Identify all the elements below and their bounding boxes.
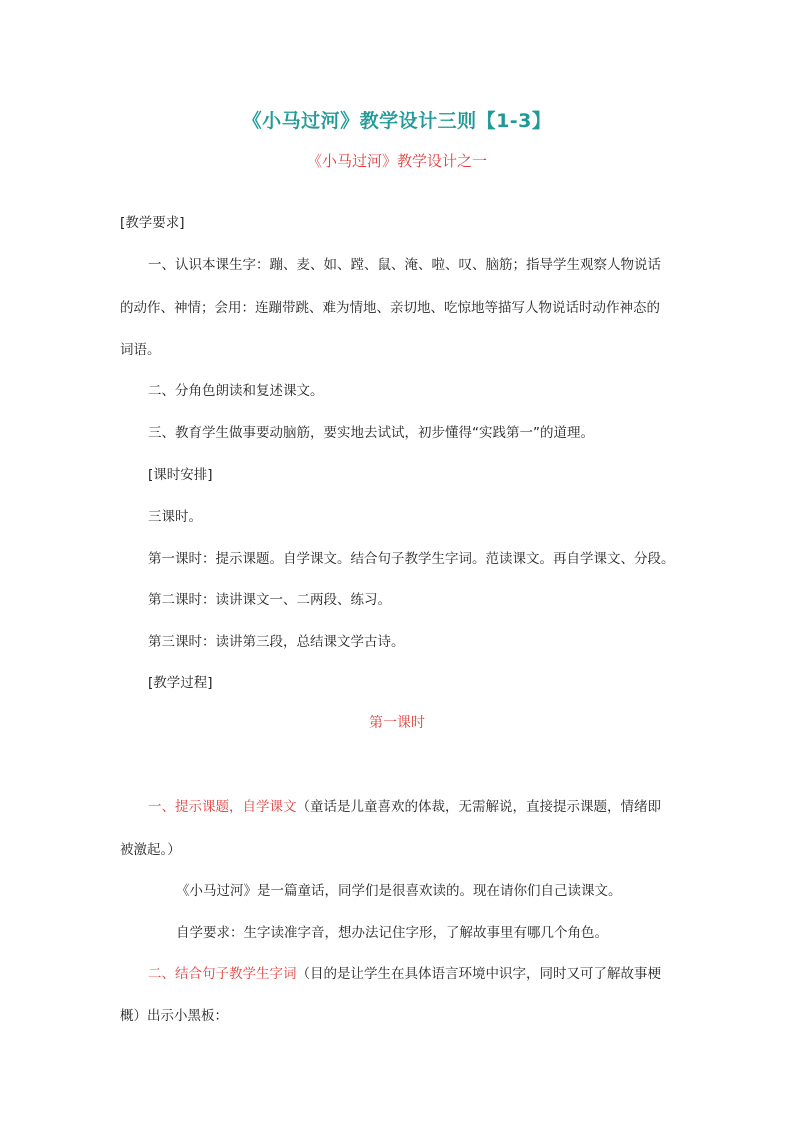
requirement-3: 三、教育学生做事要动脑筋，要实地去试试，初步懂得“实践第一”的道理。 xyxy=(148,425,594,441)
step-1-title: 一、提示课题，自学课文 xyxy=(148,799,297,815)
first-lesson-heading: 第一课时 xyxy=(369,715,425,731)
step-2-text-line-2: 概）出示小黑板： xyxy=(120,1008,228,1024)
requirement-1-line-2: 的动作、神情；会用：连蹦带跳、难为情地、亲切地、吃惊地等描写人物说话时动作神态的 xyxy=(120,300,660,316)
schedule-heading: [课时安排] xyxy=(148,467,213,483)
requirements-heading: [教学要求] xyxy=(120,215,185,231)
lesson-2-plan: 第二课时：读讲课文一、二两段、练习。 xyxy=(148,592,391,608)
step-2-text: （目的是让学生在具体语言环境中识字，同时又可了解故事梗 xyxy=(296,966,661,982)
step-1-text-line-2: 被激起。） xyxy=(120,842,181,858)
step-1-sub-1: 《小马过河》是一篇童话，同学们是很喜欢读的。现在请你们自己读课文。 xyxy=(176,883,622,899)
requirement-2: 二、分角色朗读和复述课文。 xyxy=(148,383,324,399)
lesson-3-plan: 第三课时：读讲第三段，总结课文学古诗。 xyxy=(148,634,405,650)
process-heading: [教学过程] xyxy=(148,675,213,691)
step-2-title: 二、结合句子教学生字词 xyxy=(148,966,297,982)
lesson-1-plan: 第一课时：提示课题。自学课文。结合句子教学生字词。范读课文。再自学课文、分段。 xyxy=(148,551,675,567)
step-2-line-1 xyxy=(148,964,661,984)
requirement-1-line-3: 词语。 xyxy=(120,342,161,358)
step-1-line-1 xyxy=(148,797,661,817)
document-subtitle: 《小马过河》教学设计之一 xyxy=(306,152,487,170)
schedule-total: 三课时。 xyxy=(148,509,202,525)
document-title: 《小马过河》教学设计三则【1-3】 xyxy=(242,110,552,132)
step-1-text: （童话是儿童喜欢的体裁，无需解说，直接提示课题，情绪即 xyxy=(296,799,661,815)
requirement-1-line-1: 一、认识本课生字：蹦、麦、如、蹚、鼠、淹、啦、叹、脑筋；指导学生观察人物说话 xyxy=(148,257,661,273)
step-1-sub-2: 自学要求：生字读准字音，想办法记住字形，了解故事里有哪几个角色。 xyxy=(176,925,608,941)
